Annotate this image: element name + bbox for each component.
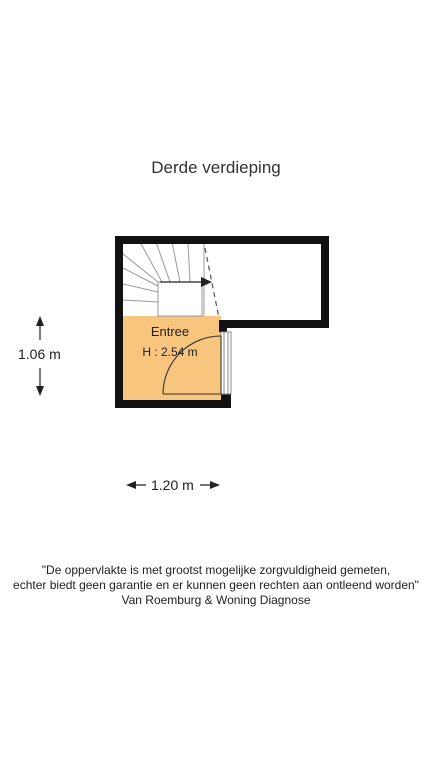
- stair-direction-arrow-icon: [160, 277, 212, 287]
- width-dimension-label: 1.20 m: [151, 477, 194, 493]
- height-dimension-label: 1.06 m: [18, 346, 61, 362]
- staircase: [123, 242, 204, 316]
- window: [221, 332, 231, 394]
- disclaimer: [0, 563, 432, 608]
- disclaimer-line-2: echter biedt geen garantie en er kunnen geen rechten aan ontleend worden": [13, 578, 419, 592]
- disclaimer-company: Van Roemburg & Woning Diagnose: [121, 593, 311, 607]
- room-name-label: Entree: [150, 324, 190, 339]
- room-height-label: H : 2.54 m: [142, 345, 198, 359]
- disclaimer-line-1: "De oppervlakte is met grootst mogelijke zorgvuldigheid gemeten,: [41, 563, 391, 577]
- floor-title: Derde verdieping: [151, 158, 281, 177]
